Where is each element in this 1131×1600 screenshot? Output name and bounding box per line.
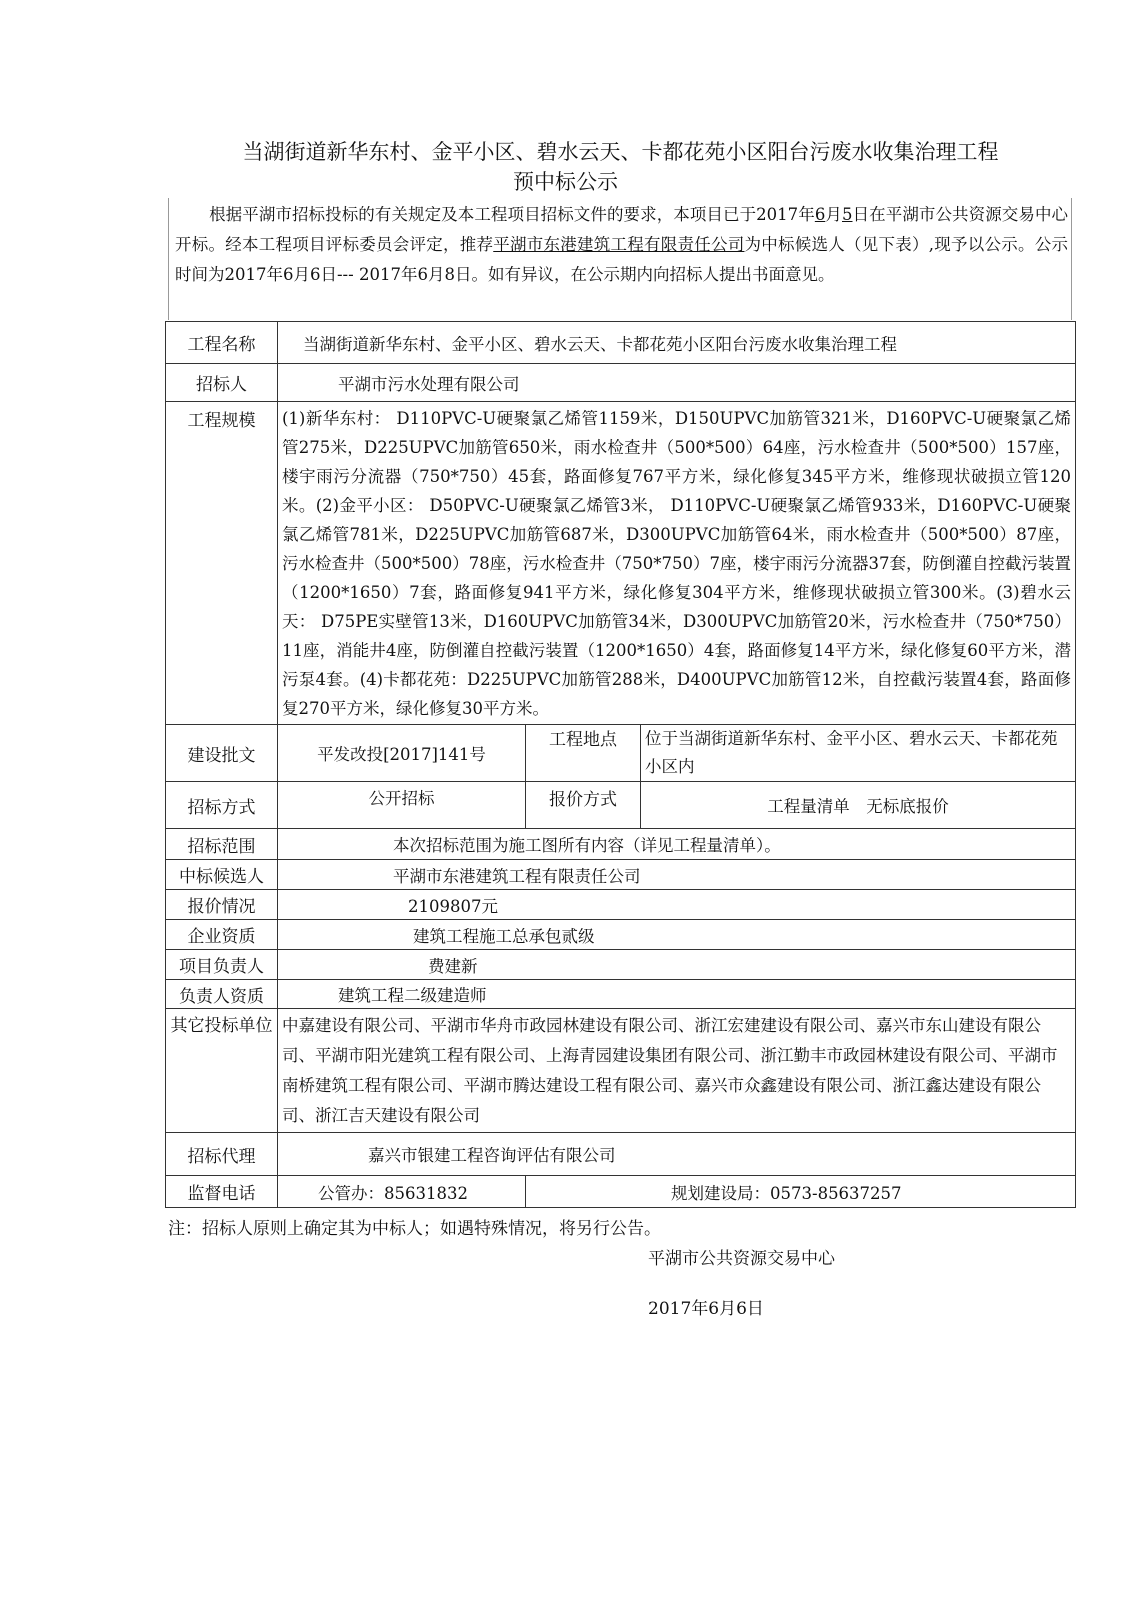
table-row — [166, 950, 1076, 980]
table-row — [166, 980, 1076, 1009]
manager-qual-label: 负责人资质 — [166, 980, 278, 1009]
table-row — [166, 860, 1076, 890]
agent-label: 招标代理 — [166, 1133, 278, 1176]
candidate-label: 中标候选人 — [166, 860, 278, 890]
scale-value: (1)新华东村： D110PVC-U硬聚氯乙烯管1159米，D150UPVC加筋管321米，D160PVC-U硬聚氯乙烯管275米，D225UPVC加筋管650米，雨水检查井（500*500）64座，污水检查井（500*500）157座，楼宇雨污分流器（750*750）45套，路面修复767平方米，绿化修复345平方米，维修现状破损立管120米。(2)金平小区： D50PVC-U硬聚氯乙烯管3米， D110PVC-U硬聚氯乙烯管933米，D160PVC-U硬聚氯乙烯管781米，D225UPVC加筋管687米，D300UPVC加筋管64米，雨水检查井（500*500）87座，污水检查井（500*500）78座，污水检查井（750*750）7座，楼宇雨污分流器37套，防倒灌自控截污装置（1200*1650）7套，路面修复941平方米，绿化修复304平方米，维修现状破损立管300米。(3)碧水云天： D75PE实壁管13米，D160UPVC加筋管34米，D300UPVC加筋管20米，污水检查井（750*750）11座，消能井4座，防倒灌自控截污装置（1200*1650）4套，路面修复14平方米，绿化修复60平方米，潜污泵4套。(4)卡都花苑：D225UPVC加筋管288米，D400UPVC加筋管12米，自控截污装置4套，路面修复270平方米，绿化修复30平方米。 — [278, 402, 1076, 725]
table-row — [166, 1009, 1076, 1133]
phone2-value: 规划建设局：0573-85637257 — [526, 1176, 1076, 1208]
price-value: 2109807元 — [278, 890, 1076, 920]
qualification-label: 企业资质 — [166, 920, 278, 950]
intro-after: 为中标候选人（见下表）,现予以公示。公示时间为2017年6月6日--- 2017年6月8日。如有异议，在公示期内向招标人提出书面意见。 — [175, 235, 1068, 284]
others-value: 中嘉建设有限公司、平湖市华舟市政园林建设有限公司、浙江宏建建设有限公司、嘉兴市东山建设有限公司、平湖市阳光建筑工程有限公司、上海青园建设集团有限公司、浙江勤丰市政园林建设有限公司、平湖市南桥建筑工程有限公司、平湖市腾达建设工程有限公司、嘉兴市众鑫建设有限公司、浙江鑫达建设有限公司、浙江吉天建设有限公司 — [278, 1009, 1076, 1133]
qualification-value: 建筑工程施工总承包贰级 — [278, 920, 1076, 950]
table-row — [166, 920, 1076, 950]
location-label: 工程地点 — [526, 725, 641, 782]
price-label: 报价情况 — [166, 890, 278, 920]
location-value: 位于当湖街道新华东村、金平小区、碧水云天、卡都花苑小区内 — [641, 725, 1076, 782]
title-line-1: 当湖街道新华东村、金平小区、碧水云天、卡都花苑小区阳台污废水收集治理工程 — [242, 140, 999, 164]
project-name-label: 工程名称 — [166, 322, 278, 364]
intro-mid1: 月 — [825, 205, 842, 224]
scale-label: 工程规模 — [166, 402, 278, 725]
notice-date: 2017年6月6日 — [648, 1299, 764, 1319]
table-row — [166, 322, 1076, 364]
tenderer-value: 平湖市污水处理有限公司 — [278, 364, 1076, 402]
table-row — [166, 402, 1076, 725]
quote-method-value: 工程量清单 无标底报价 — [641, 782, 1076, 829]
quote-method-label: 报价方式 — [526, 782, 641, 829]
tenderer-label: 招标人 — [166, 364, 278, 402]
agent-value: 嘉兴市银建工程咨询评估有限公司 — [278, 1133, 1076, 1176]
phone-label: 监督电话 — [166, 1176, 278, 1208]
bid-info-table — [165, 321, 1076, 1208]
signature: 平湖市公共资源交易中心 — [648, 1249, 835, 1269]
intro-company: 平湖市东港建筑工程有限责任公司 — [493, 235, 745, 254]
manager-label: 项目负责人 — [166, 950, 278, 980]
method-label: 招标方式 — [166, 782, 278, 829]
approval-label: 建设批文 — [166, 725, 278, 782]
title-line-2: 预中标公示 — [513, 170, 618, 194]
intro-mid2: 日在平湖市公共资源交易中心开标。经本工程项目评标委员会评定，推荐 — [175, 205, 1069, 254]
intro-paragraph — [168, 198, 1072, 320]
others-label: 其它投标单位 — [166, 1009, 278, 1133]
table-row — [166, 829, 1076, 860]
intro-month: 6 — [814, 205, 826, 224]
table-row — [166, 1133, 1076, 1176]
table-row — [166, 782, 1076, 829]
table-row — [166, 1176, 1076, 1208]
scope-label: 招标范围 — [166, 829, 278, 860]
intro-day: 5 — [842, 205, 853, 224]
table-row — [166, 890, 1076, 920]
manager-qual-value: 建筑工程二级建造师 — [278, 980, 1076, 1009]
method-value: 公开招标 — [278, 782, 526, 829]
phone1-value: 公管办：85631832 — [278, 1176, 526, 1208]
candidate-value: 平湖市东港建筑工程有限责任公司 — [278, 860, 1076, 890]
approval-value: 平发改投[2017]141号 — [278, 725, 526, 782]
footer-note: 注：招标人原则上确定其为中标人；如遇特殊情况，将另行公告。 — [168, 1219, 661, 1239]
manager-value: 费建新 — [278, 950, 1076, 980]
table-row — [166, 725, 1076, 782]
intro-before: 根据平湖市招标投标的有关规定及本工程项目招标文件的要求，本项目已于2017年 — [209, 205, 815, 224]
table-row — [166, 364, 1076, 402]
scope-value: 本次招标范围为施工图所有内容（详见工程量清单）。 — [278, 829, 1076, 860]
project-name-value: 当湖街道新华东村、金平小区、碧水云天、卡都花苑小区阳台污废水收集治理工程 — [278, 322, 1076, 364]
